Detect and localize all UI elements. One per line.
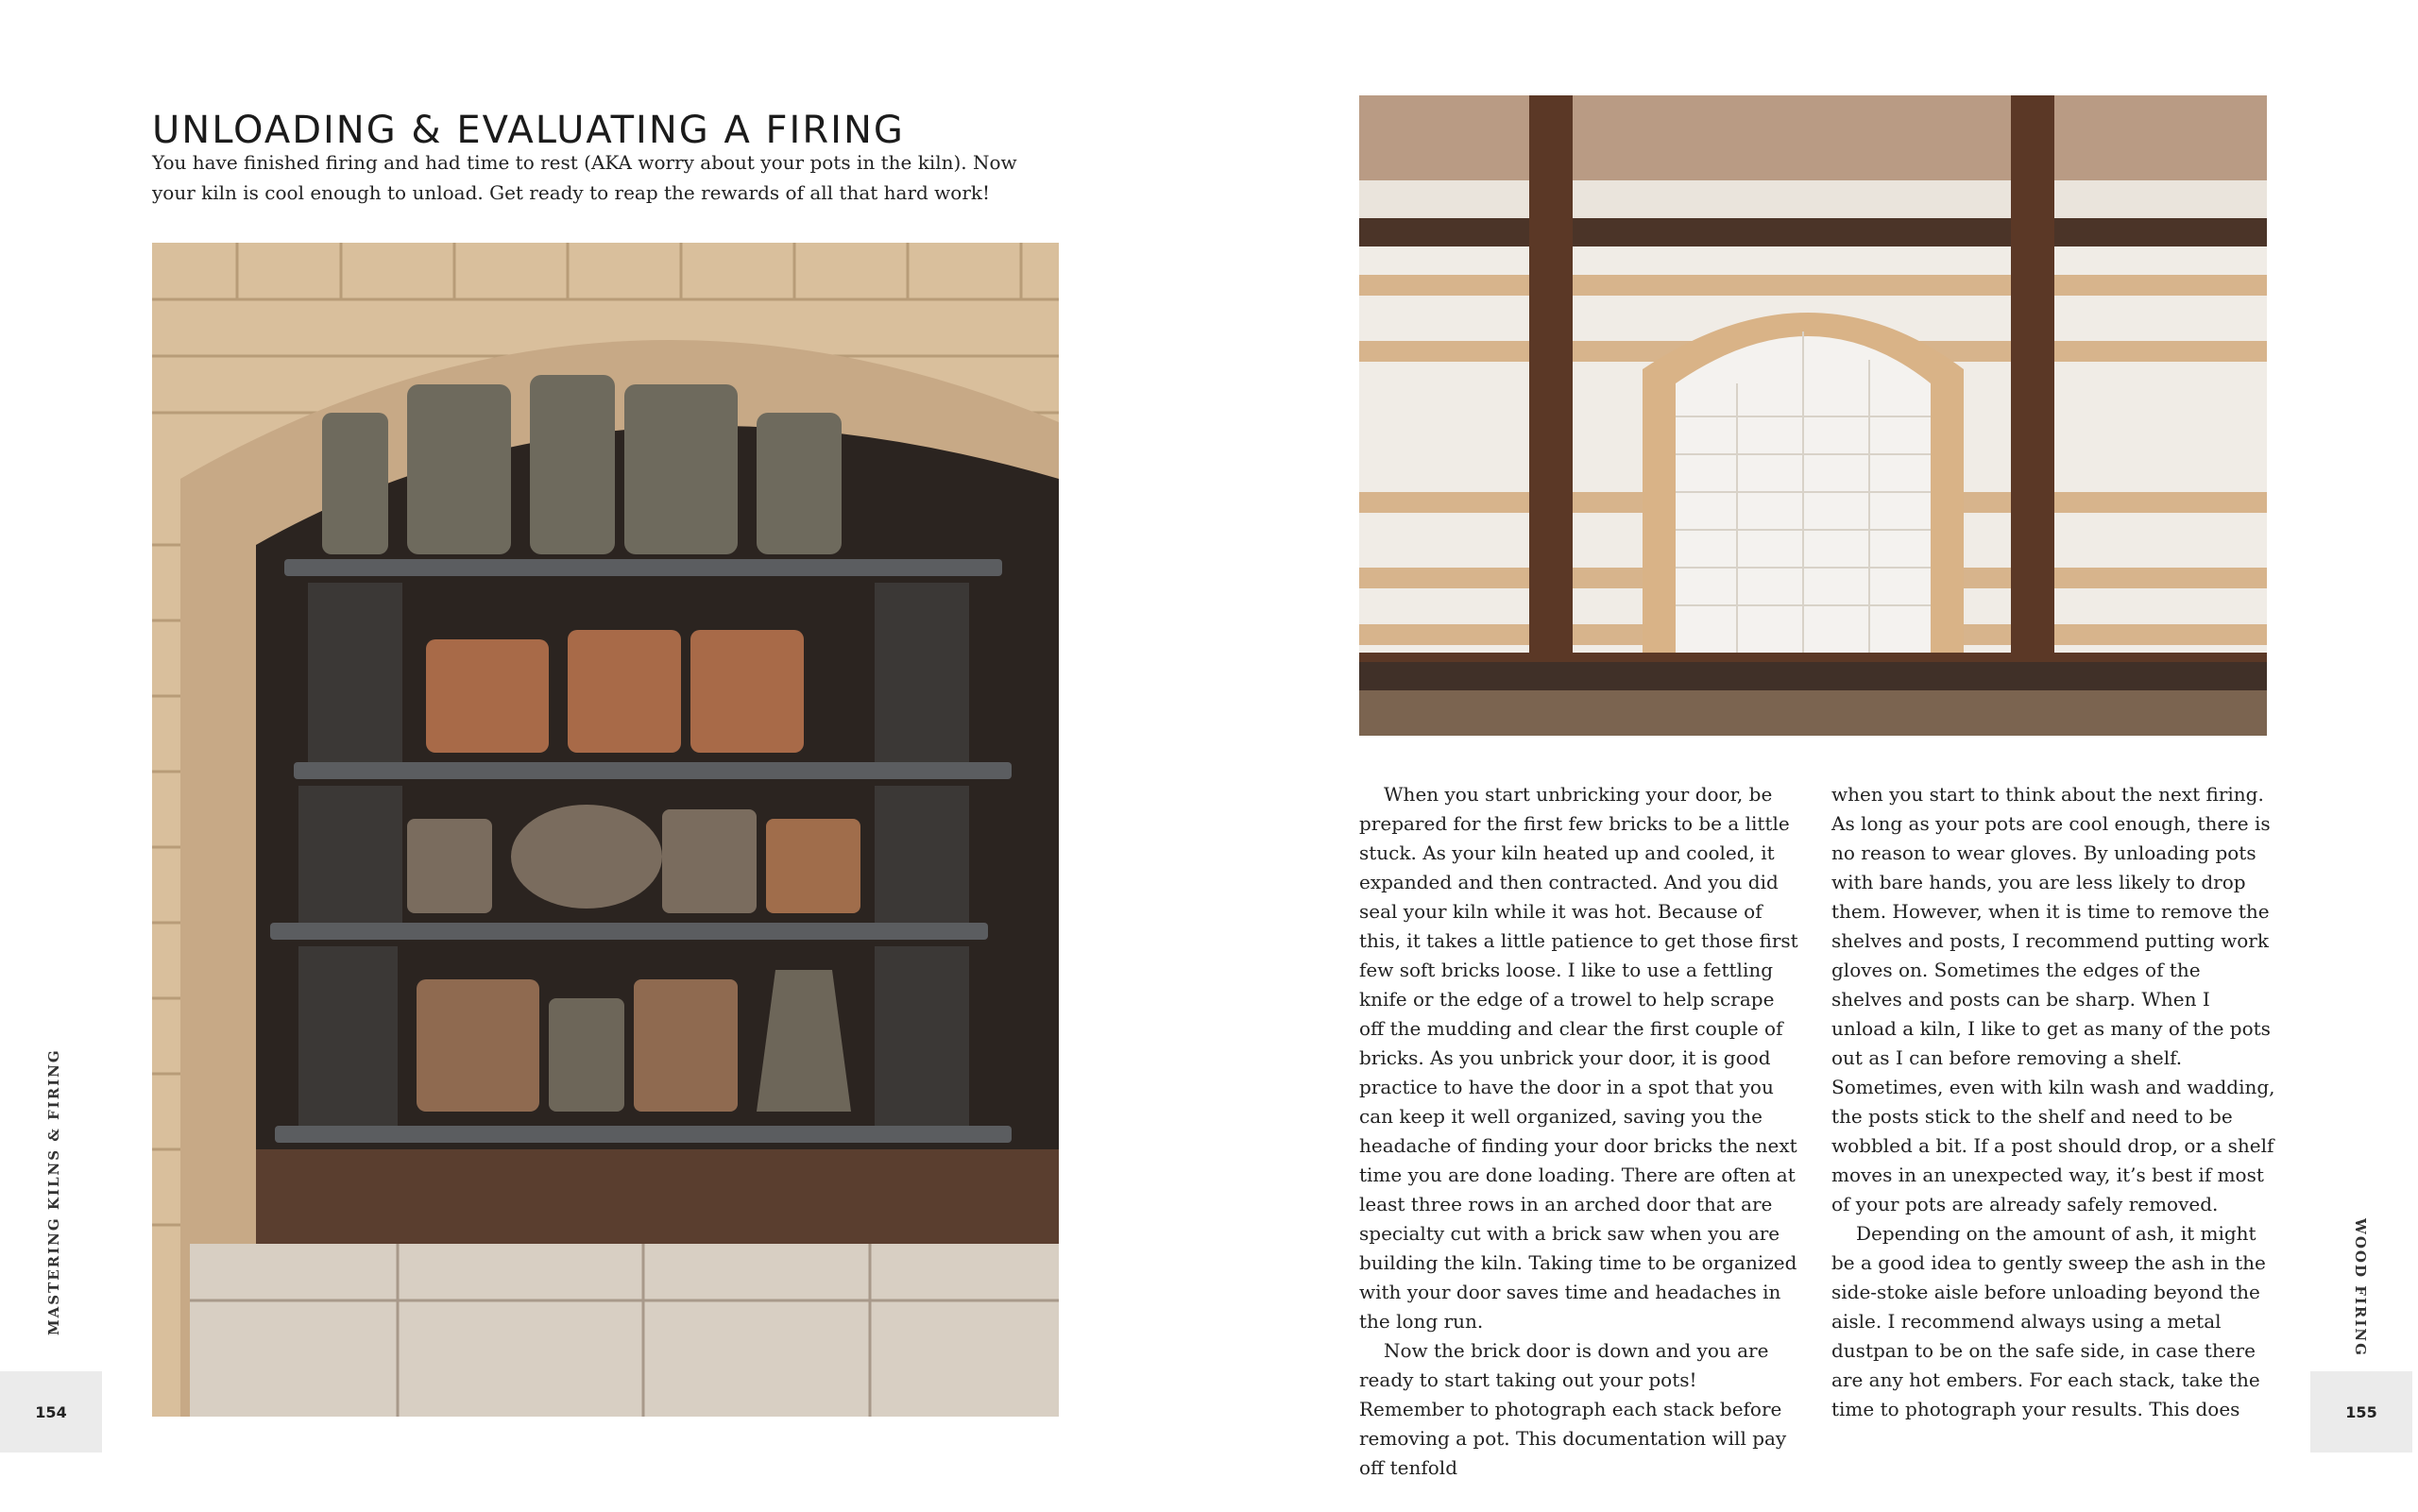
page-title: UNLOADING & EVALUATING A FIRING: [152, 108, 905, 152]
body-column-2: [1831, 780, 2275, 1424]
intro-paragraph: You have finished firing and had time to rest (AKA worry about your pots in the kiln). Now your kiln is cool enough to unload. Get ready to reap the rewards of all that hard work!: [152, 151, 1017, 204]
body-paragraph: Now the brick door is down and you are ready to start taking out your pots! Remember to photograph each stack before removing a pot. This documentation will pay off tenfold: [1359, 1339, 1787, 1479]
body-column-1: [1359, 780, 1803, 1483]
body-paragraph: when you start to think about the next firing. As long as your pots are cool enough, there is no reason to wear gloves. By unloading pots with bare hands, you are less likely to drop them. However, when it is time to remove the shelves and posts, I recommend putting work gloves on. Sometimes the edges of the shelves and posts can be sharp. When I unload a kiln, I like to get as many of the pots out as I can before removing a shelf. Sometimes, even with kiln wash and wadding, the posts stick to the shelf and need to be wobbled a bit. If a post should drop, or a shelf moves in an unexpected way, it’s best if most of your pots are already safely removed.: [1831, 783, 2275, 1215]
running-head-right: WOOD FIRING: [2352, 1218, 2369, 1357]
running-head-left: MASTERING KILNS & FIRING: [45, 1048, 62, 1335]
kiln-interior-photo: [152, 243, 1059, 1417]
page-number-left: 154: [0, 1371, 102, 1453]
bricked-kiln-door-photo: [1359, 95, 2267, 736]
body-paragraph: When you start unbricking your door, be prepared for the first few bricks to be a little stuck. As your kiln heated up and cooled, it expanded and then contracted. And you did seal your kiln while it was hot. Because of this, it takes a little patience to get those first few soft bricks loose. I like to use a fettling knife or the edge of a trowel to help scrape off the mudding and clear the first couple of bricks. As you unbrick your door, it is good practice to have the door in a spot that you can keep it well organized, saving you the headache of finding your door bricks the next time you are done loading. There are often at least three rows in an arched door that are specialty cut with a brick saw when you are building the kiln. Taking time to be organized with your door saves time and headaches in the long run.: [1359, 783, 1798, 1333]
page-number-right: 155: [2310, 1371, 2412, 1453]
body-paragraph: Depending on the amount of ash, it might be a good idea to gently sweep the ash in the side-stoke aisle before unloading beyond the aisle. I recommend always using a metal dustpan to be on the safe side, in case there are any hot embers. For each stack, take the time to photograph your results. This does: [1831, 1222, 2266, 1420]
